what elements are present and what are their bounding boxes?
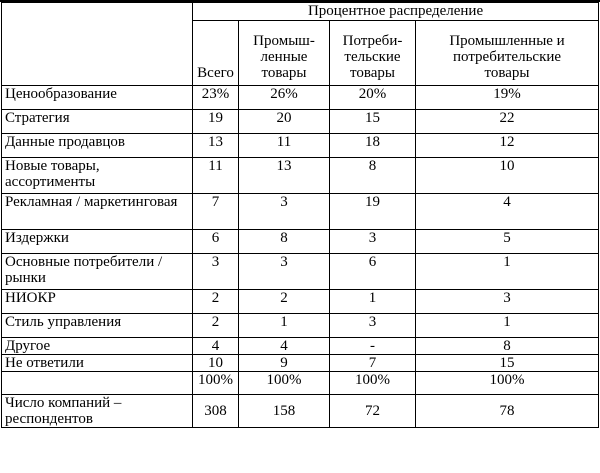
- total-both: 100%: [416, 372, 599, 395]
- cell-consumer: 7: [330, 355, 416, 372]
- table-row: [2, 86, 599, 110]
- cell-consumer: 3: [330, 230, 416, 254]
- table-row: [2, 134, 599, 158]
- cell-industrial: 11: [239, 134, 330, 158]
- header-consumer: Потреби- тельские товары: [330, 21, 416, 86]
- cell-total: 2: [193, 290, 239, 314]
- header-industrial: Промыш- ленные товары: [239, 21, 330, 86]
- cell-industrial: 1: [239, 314, 330, 338]
- row-label: Рекламная / маркетинговая: [2, 194, 193, 230]
- table-row: [2, 338, 599, 355]
- table-row: [2, 194, 599, 230]
- respondents-consumer: 72: [330, 395, 416, 428]
- cell-consumer: 8: [330, 158, 416, 194]
- cell-total: 23%: [193, 86, 239, 110]
- cell-total: 6: [193, 230, 239, 254]
- row-label: Стратегия: [2, 110, 193, 134]
- row-label: Ценообразование: [2, 86, 193, 110]
- table-row: [2, 355, 599, 372]
- row-label: Новые товары, ассортименты: [2, 158, 193, 194]
- row-label: Не ответили: [2, 355, 193, 372]
- cell-both: 5: [416, 230, 599, 254]
- respondents-label: Число компаний – респондентов: [2, 395, 193, 428]
- cell-both: 15: [416, 355, 599, 372]
- cell-both: 19%: [416, 86, 599, 110]
- cell-consumer: 1: [330, 290, 416, 314]
- cell-both: 1: [416, 254, 599, 290]
- table-row: [2, 254, 599, 290]
- distribution-table: [1, 2, 599, 428]
- cell-industrial: 8: [239, 230, 330, 254]
- cell-total: 19: [193, 110, 239, 134]
- cell-both: 1: [416, 314, 599, 338]
- respondents-both: 78: [416, 395, 599, 428]
- cell-industrial: 4: [239, 338, 330, 355]
- header-both: Промышленные и потребительские товары: [416, 21, 599, 86]
- row-label: Данные продавцов: [2, 134, 193, 158]
- cell-both: 12: [416, 134, 599, 158]
- cell-consumer: 19: [330, 194, 416, 230]
- cell-industrial: 3: [239, 194, 330, 230]
- cell-consumer: 20%: [330, 86, 416, 110]
- cell-industrial: 26%: [239, 86, 330, 110]
- respondents-row: [2, 395, 599, 428]
- cell-total: 11: [193, 158, 239, 194]
- total-consumer: 100%: [330, 372, 416, 395]
- cell-both: 10: [416, 158, 599, 194]
- cell-industrial: 3: [239, 254, 330, 290]
- row-label: Стиль управления: [2, 314, 193, 338]
- respondents-industrial: 158: [239, 395, 330, 428]
- totals-row: [2, 372, 599, 395]
- row-label: НИОКР: [2, 290, 193, 314]
- row-label: Другое: [2, 338, 193, 355]
- group-header-row: [2, 3, 599, 21]
- total-total: 100%: [193, 372, 239, 395]
- totals-label: [2, 372, 193, 395]
- corner-cell: [2, 3, 193, 86]
- cell-industrial: 9: [239, 355, 330, 372]
- table-row: [2, 314, 599, 338]
- cell-total: 13: [193, 134, 239, 158]
- cell-consumer: -: [330, 338, 416, 355]
- cell-total: 7: [193, 194, 239, 230]
- cell-both: 22: [416, 110, 599, 134]
- cell-consumer: 15: [330, 110, 416, 134]
- cell-total: 2: [193, 314, 239, 338]
- cell-industrial: 2: [239, 290, 330, 314]
- cell-industrial: 13: [239, 158, 330, 194]
- table-row: [2, 290, 599, 314]
- row-label: Основные потребители / рынки: [2, 254, 193, 290]
- table-row: [2, 158, 599, 194]
- cell-total: 4: [193, 338, 239, 355]
- cell-both: 3: [416, 290, 599, 314]
- cell-industrial: 20: [239, 110, 330, 134]
- table-row: [2, 230, 599, 254]
- row-label: Издержки: [2, 230, 193, 254]
- header-total: Всего: [193, 21, 239, 86]
- cell-total: 10: [193, 355, 239, 372]
- respondents-total: 308: [193, 395, 239, 428]
- total-industrial: 100%: [239, 372, 330, 395]
- table-row: [2, 110, 599, 134]
- cell-consumer: 18: [330, 134, 416, 158]
- cell-both: 4: [416, 194, 599, 230]
- cell-consumer: 6: [330, 254, 416, 290]
- cell-both: 8: [416, 338, 599, 355]
- cell-consumer: 3: [330, 314, 416, 338]
- group-title: Процентное распределение: [193, 3, 599, 21]
- cell-total: 3: [193, 254, 239, 290]
